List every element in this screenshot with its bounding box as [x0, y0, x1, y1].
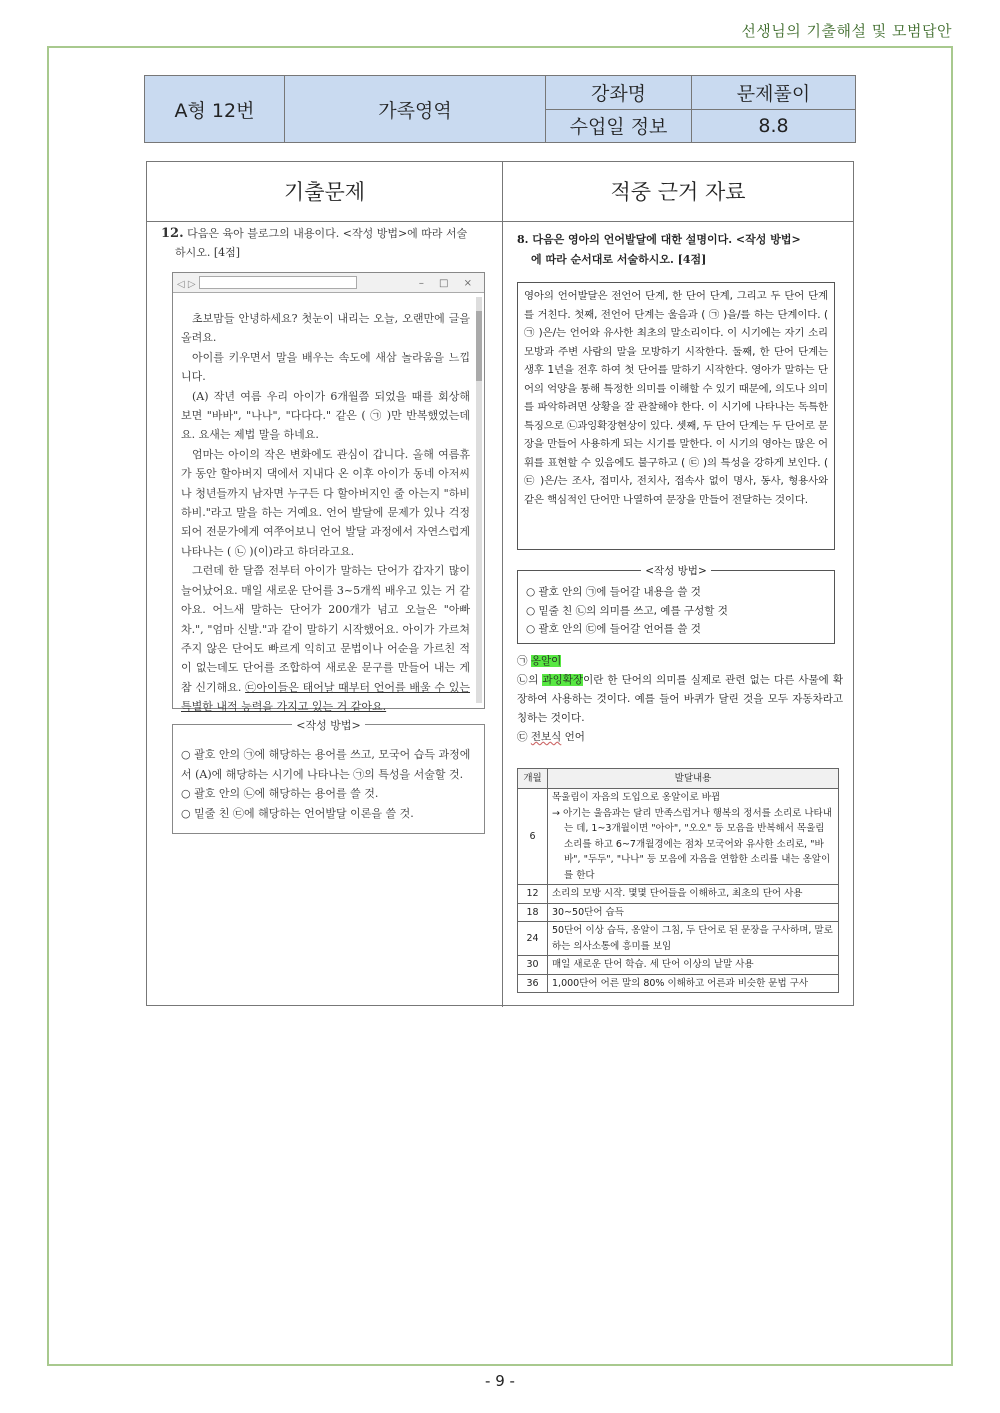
evidence-method-2: ○ 밑줄 친 ㉡의 의미를 쓰고, 예를 구성할 것: [526, 604, 728, 617]
left-header: 기출문제: [147, 162, 502, 222]
date-value: 8.8: [692, 109, 856, 143]
question-stem: [157, 224, 497, 243]
main-table: [146, 161, 854, 1006]
development-table: [517, 768, 839, 993]
table-cell-month: 24: [518, 922, 548, 956]
question-text-2: 하시오. [4점]: [175, 246, 241, 259]
method-item-1: ○ 괄호 안의 ㉠에 해당하는 용어를 쓰고, 모국어 습득 과정에서 (A)에 해당하는 시기에 나타나는 ㉠의 특성을 서술할 것.: [181, 748, 471, 781]
evidence-method-1: ○ 괄호 안의 ㉠에 들어갈 내용을 쓸 것: [526, 586, 701, 598]
question-number: 12.: [161, 226, 184, 241]
evidence-title-1: 8. 다음은 영아의 언어발달에 대한 설명이다. <작성 방법>: [517, 233, 801, 246]
question-method-box: [172, 719, 485, 834]
answer-2-highlight: 과잉확장: [542, 674, 584, 686]
blog-underlined-sentence: ㉢아이들은 태어날 때부터 언어를 배울 수 있는 특별한 내적 능력을 가지고 있는 거 같아요.: [181, 680, 470, 714]
blog-paragraph-4: 엄마는 아이의 작은 변화에도 관심이 갑니다. 올해 여름휴가 동안 할아버지 댁에서 지내다 온 이후 아이가 동네 아저씨나 청년들까지 남자면 누구든 다 할아버지인 줄 아는지 "하비 하비."라고 말을 하는 거예요. 언어 발달에 문제가 있나 걱정되어 전문가에게 여쭈어보니 언어 발달 과정에서 자연스럽게 나타나는 ( ㉡ )(이)라고 하더라고요.: [181, 447, 470, 558]
scrollbar: [476, 297, 482, 703]
answer-2: ㉡의 과잉확장이란 한 단어의 의미를 실제로 관련 없는 다른 사물에 확장하여 사용하는 것이다. 예를 들어 바퀴가 달린 것을 모두 자동차라고 칭하는 것이다.: [517, 674, 843, 724]
answer-1-highlight: 옹알이: [530, 655, 562, 667]
blog-paragraph-3: (A) 작년 여름 우리 아이가 6개월쯤 되었을 때를 회상해 보면 "바바", "나나", "다다다." 같은 ( ㉠ )만 반복했었는데요. 요새는 제법 말을 하네요.: [181, 389, 470, 442]
answer-1: ㉠ 옹알이: [517, 655, 562, 667]
table-cell-content: 매일 새로운 단어 학습. 세 단어 이상의 낱말 사용: [548, 956, 839, 975]
table-cell-month: 36: [518, 974, 548, 993]
method-label: <작성 방법>: [292, 719, 364, 732]
evidence-passage: 영아의 언어발달은 전언어 단계, 한 단어 단계, 그리고 두 단어 단계를 거친다. 첫째, 전언어 단계는 울음과 ( ㉠ )을/를 하는 단계이다. ( ㉠ )은/는 언어와 유사한 최초의 말소리이다. 이 시기에는 자기 소리 모방과 주변 사람의 말을 모방하기 시작한다. 둘째, 한 단어 단계는 생후 1년을 전후 하여 첫 단어를 말하기 시작한다. 영아가 말하는 단어의 억양을 통해 특정한 의미를 이해할 수 있기 때문에, 의도나 의미를 파악하려면 상황을 잘 관찰해야 한다. 이 시기에 나타나는 독특한 특징으로 ㉡과잉확장현상이 있다. 셋째, 두 단어 단계는 두 단어로 문장을 만들어 사용하게 되는 시기를 말한다. 이 시기의 영아는 많은 어휘를 표현할 수 있음에도 불구하고 ( ㉢ )의 특성을 강하게 보인다. ( ㉢ )은/는 조사, 접미사, 전치사, 접속사 없이 명사, 동사, 형용사와 같은 핵심적인 단어만 나열하여 문장을 만들어 전달하는 것이다.: [517, 282, 835, 550]
document-header: 선생님의 기출해설 및 모범답안: [741, 22, 952, 40]
blog-content: [173, 293, 484, 717]
table-row: [518, 885, 839, 904]
evidence-method-3: ○ 괄호 안의 ㉢에 들어갈 언어를 쓸 것: [526, 623, 701, 635]
answer-3-word: 전보식: [530, 731, 562, 743]
info-table: [144, 75, 856, 143]
page-number: - 9 -: [485, 1372, 515, 1390]
table-cell-month: 12: [518, 885, 548, 904]
table-row: [518, 922, 839, 956]
table-header-month: 개월: [518, 769, 548, 789]
evidence-title: [517, 230, 843, 270]
date-label: 수업일 정보: [546, 109, 692, 143]
table-cell-month: 6: [518, 789, 548, 885]
blog-paragraph-5a: 그런데 한 달쯤 전부터 아이가 말하는 단어가 갑자기 많이 늘어났어요. 매일 새로운 단어를 3~5개씩 배우고 있는 거 같아요. 어느새 말하는 단어가 200개가 넘고 오늘은 "아빠 차.", "엄마 신발."과 같이 말하기 시작했어요. 아이가 가르쳐 주지 않은 단어도 빠르게 익히고 문법이나 어순을 가르친 적이 없는데도 단어를 조합하여 새로운 문구를 만들어 내는 게 참 신기해요.: [181, 564, 470, 694]
blog-paragraph-1: 초보맘들 안녕하세요? 첫눈이 내리는 오늘, 오랜만에 글을 올려요.: [181, 312, 470, 345]
back-forward-icon: ◁ ▷: [177, 279, 196, 290]
table-header-content: 발달내용: [548, 769, 839, 789]
table-cell-month: 18: [518, 903, 548, 922]
evidence-material: [517, 230, 843, 989]
evidence-method-label: <작성 방법>: [641, 565, 711, 577]
question-text: 다음은 육아 블로그의 내용이다. <작성 방법>에 따라 서술: [187, 227, 468, 240]
column-divider: [502, 162, 503, 1007]
evidence-title-2: 에 따라 순서대로 서술하시오. [4점]: [531, 253, 707, 266]
course-value: 문제풀이: [692, 76, 856, 110]
table-cell-content: 50단어 이상 습득, 옹알이 그침, 두 단어로 된 문장을 구사하며, 말로 하는 의사소통에 흥미를 보임: [548, 922, 839, 956]
answer-3: ㉢ 전보식 언어: [517, 731, 585, 743]
table-cell-content: 1,000단어 어른 말의 80% 이해하고 어른과 비슷한 문법 구사: [548, 974, 839, 993]
table-row: [518, 974, 839, 993]
window-controls-icon: – □ ×: [418, 278, 478, 289]
course-label: 강좌명: [546, 76, 692, 110]
table-row: [518, 903, 839, 922]
method-item-3: ○ 밑줄 친 ㉢에 해당하는 언어발달 이론을 쓸 것.: [181, 806, 414, 820]
table-cell-content: 30~50단어 습득: [548, 903, 839, 922]
exam-number: A형 12번: [145, 76, 285, 143]
model-answers: [517, 652, 843, 747]
area-name: 가족영역: [285, 76, 546, 143]
right-header: 적중 근거 자료: [503, 162, 853, 222]
table-row: [518, 956, 839, 975]
blog-paragraph-5: [181, 561, 470, 716]
table-cell-content: 소리의 모방 시작. 몇몇 단어들을 이해하고, 최초의 단어 사용: [548, 885, 839, 904]
method-item-2: ○ 괄호 안의 ㉡에 해당하는 용어를 쓸 것.: [181, 787, 379, 801]
table-row: [518, 789, 839, 885]
address-bar: [199, 276, 357, 289]
table-cell-month: 30: [518, 956, 548, 975]
table-cell-content: 목울림이 자음의 도입으로 옹알이로 바뀜 → 아기는 울음과는 달리 만족스럽거나 행복의 정서를 소리로 나타내는 데, 1~3개월이면 "아아", "오오" 등 모음을 반복해서 목울림 소리를 하고 6~7개월경에는 점차 모국어와 유사한 소리로, "바바", "두두", "나나" 등 모음에 자음을 연합한 소리를 내는 옹알이를 한다: [548, 789, 839, 885]
browser-bar: [173, 273, 484, 293]
blog-paragraph-2: 아이를 키우면서 말을 배우는 속도에 새삼 놀라움을 느낍니다.: [181, 350, 470, 384]
evidence-method-box: [517, 565, 835, 644]
blog-window: [172, 272, 485, 714]
exam-question: [157, 224, 497, 820]
